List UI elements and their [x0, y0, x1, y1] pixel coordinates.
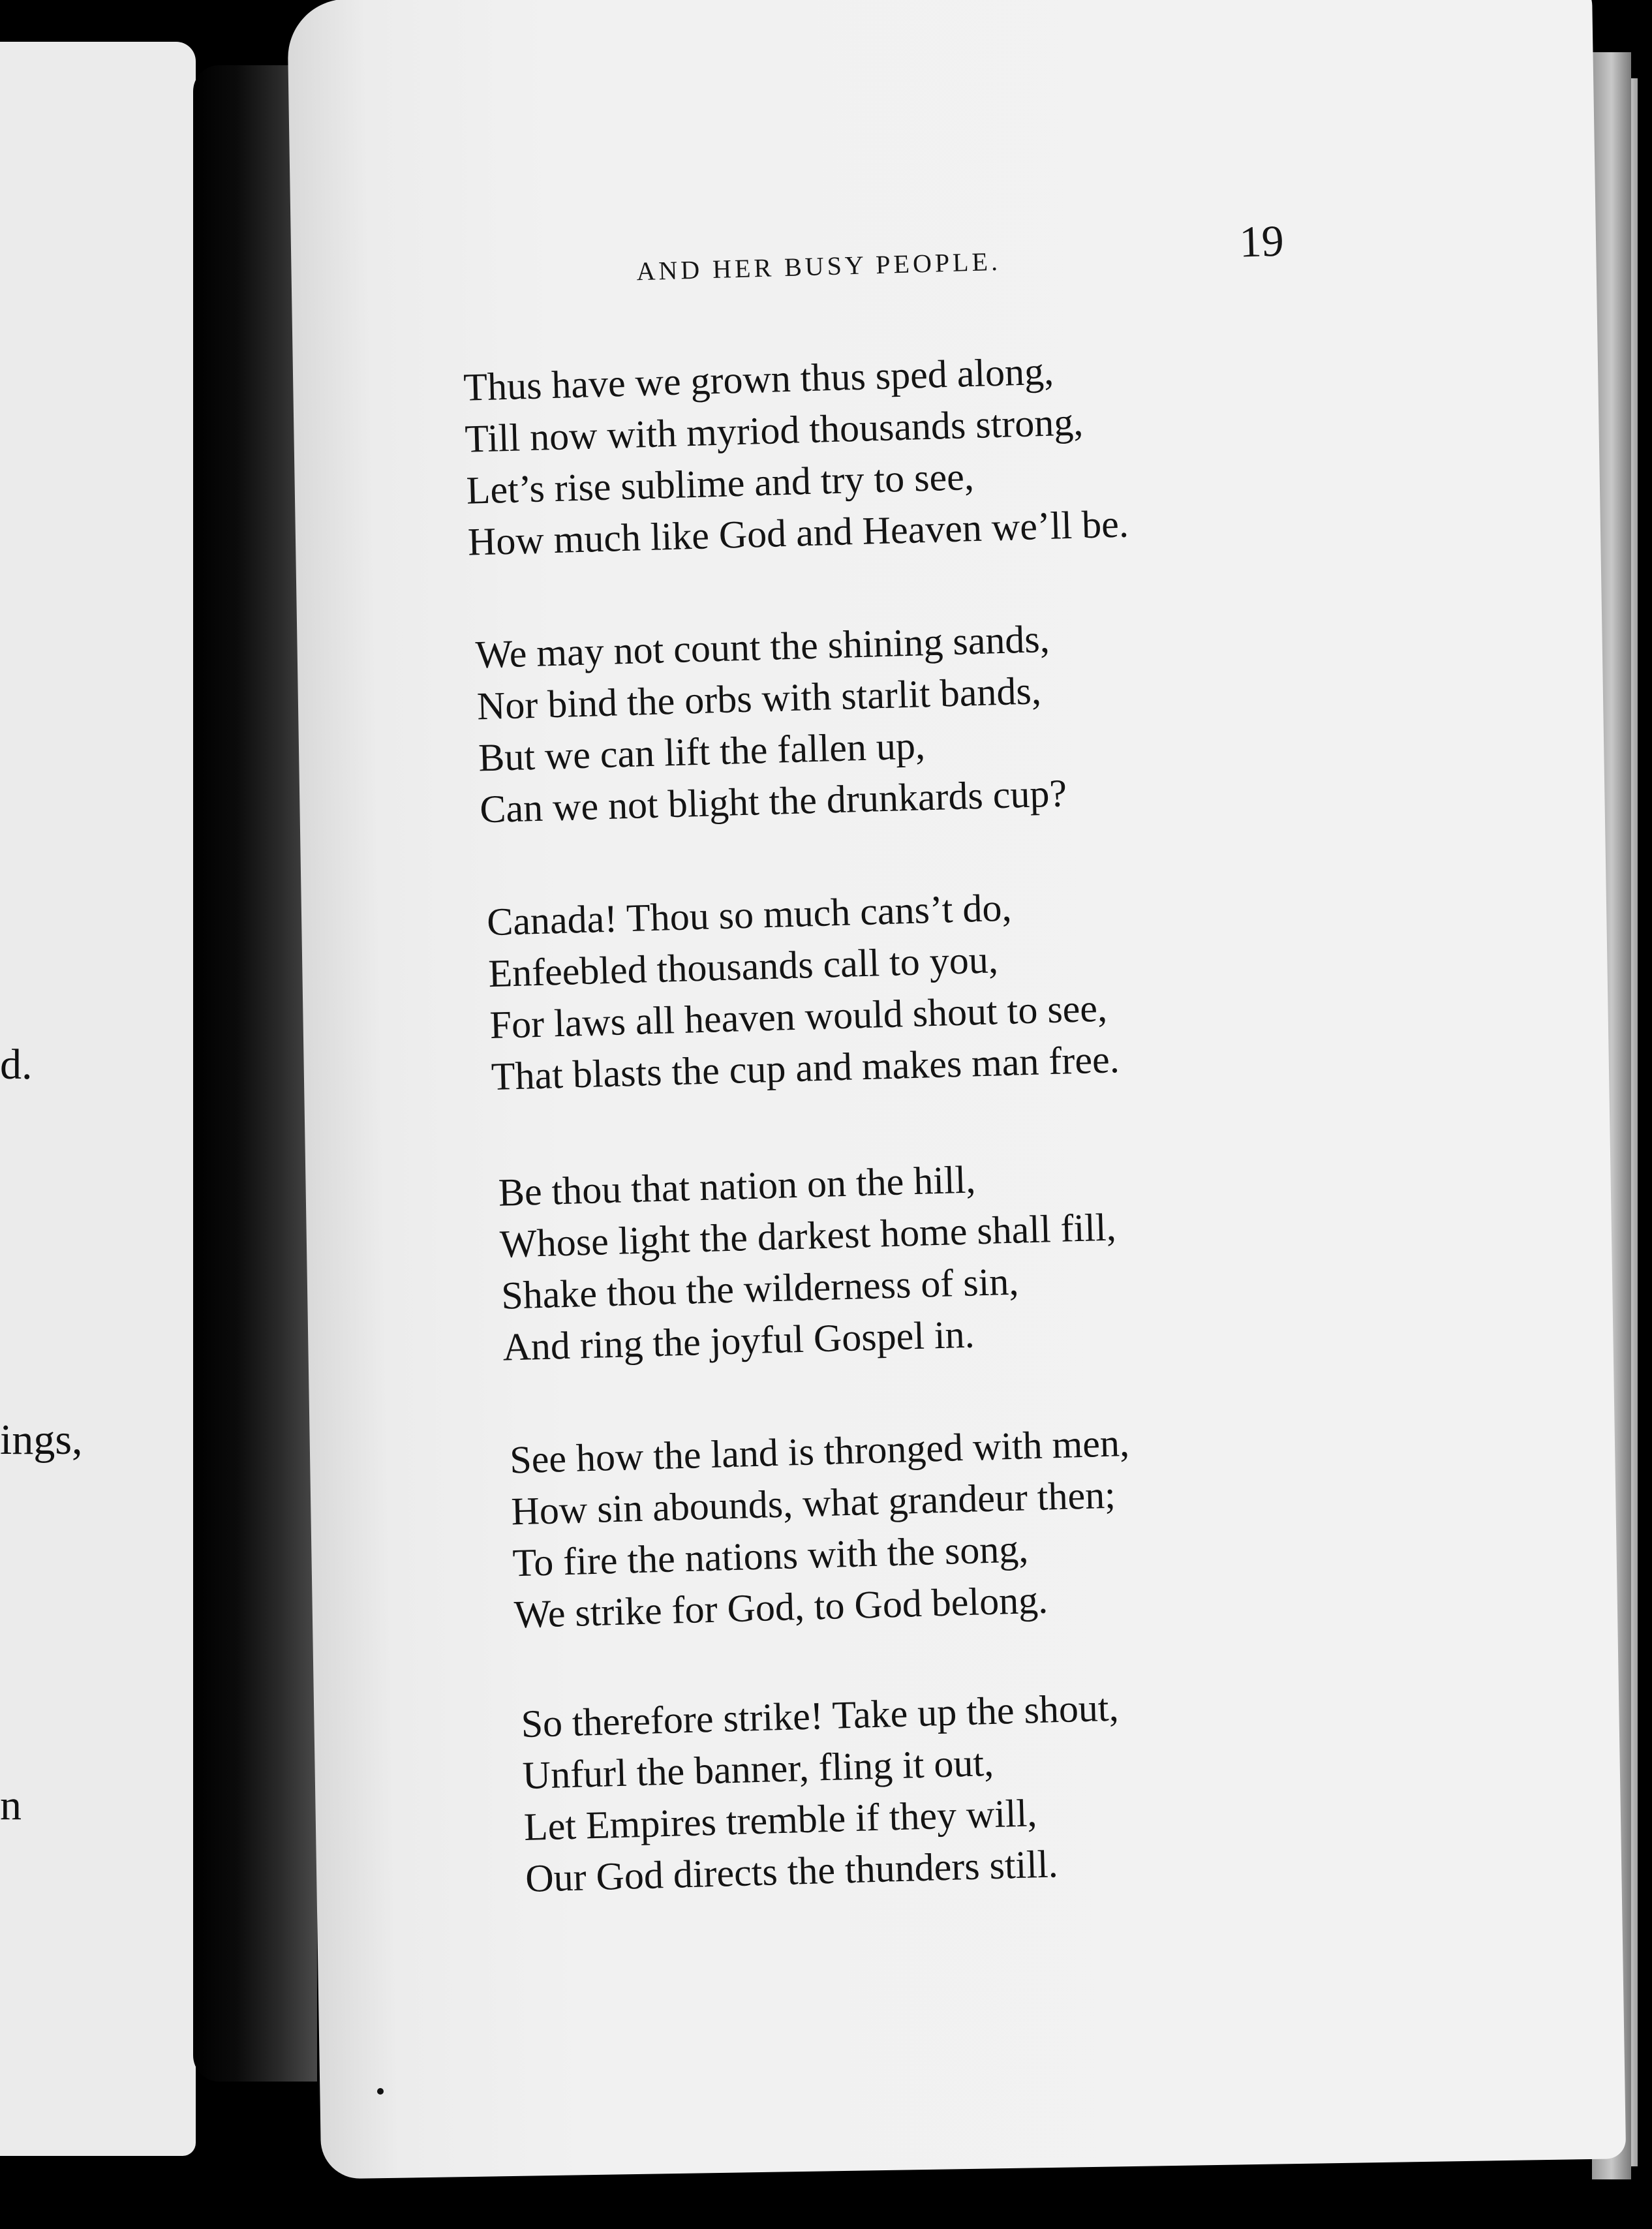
verse-line: But we can lift the fallen up, — [478, 724, 926, 780]
verse-line: That blasts the cup and makes man free. — [491, 1038, 1120, 1098]
left-page-fragment: d. — [0, 1041, 33, 1088]
verse-line: We strike for God, to God belong. — [513, 1578, 1048, 1637]
verse-line: Shake thou the wilderness of sin, — [500, 1259, 1020, 1317]
verse-line: Whose light the darkest home shall fill, — [499, 1205, 1117, 1266]
verse-line: We may not count the shining sands, — [474, 617, 1050, 677]
page-number: 19 — [1238, 215, 1285, 267]
verse-line: See how the land is thronged with men, — [509, 1421, 1130, 1482]
verse-line: To fire the nations with the song, — [512, 1527, 1030, 1585]
verse-line: Thus have we grown thus sped along, — [463, 349, 1054, 409]
left-page-fragment: ings, — [0, 1416, 83, 1464]
verse-line: How much like God and Heaven we’ll be. — [467, 502, 1129, 564]
verse-line: And ring the joyful Gospel in. — [502, 1312, 975, 1369]
stanza — [463, 337, 1381, 568]
verse-line: Canada! Thou so much cans’t do, — [486, 885, 1013, 944]
verse-line: Can we not blight the drunkards cup? — [479, 771, 1067, 831]
stanza — [486, 871, 1405, 1103]
stanza — [498, 1142, 1416, 1374]
scan-speck — [377, 2088, 384, 2095]
stanza — [521, 1673, 1439, 1905]
verse-line: Unfurl the banner, fling it out, — [521, 1740, 994, 1798]
verse-line: Enfeebled thousands call to you, — [487, 938, 999, 996]
verse-line: How sin abounds, what grandeur then; — [510, 1473, 1116, 1533]
verse-line: Be thou that nation on the hill, — [497, 1158, 977, 1214]
verse-line: So therefore strike! Take up the shout, — [520, 1685, 1120, 1746]
verse-line: Till now with myriod thousands strong, — [464, 400, 1084, 461]
running-head: AND HER BUSY PEOPLE. — [635, 246, 1002, 286]
verse-line: Let Empires tremble if they will, — [523, 1791, 1038, 1849]
stanza — [509, 1409, 1428, 1640]
stanza — [475, 604, 1394, 835]
verse-line: Let’s rise sublime and try to see, — [465, 455, 975, 512]
verse-line: Nor bind the orbs with starlit bands, — [476, 669, 1042, 728]
left-page-fragment: n — [0, 1781, 22, 1829]
verse-line: For laws all heaven would shout to see, — [489, 986, 1108, 1047]
verse-line: Our God directs the thunders still. — [525, 1842, 1059, 1901]
